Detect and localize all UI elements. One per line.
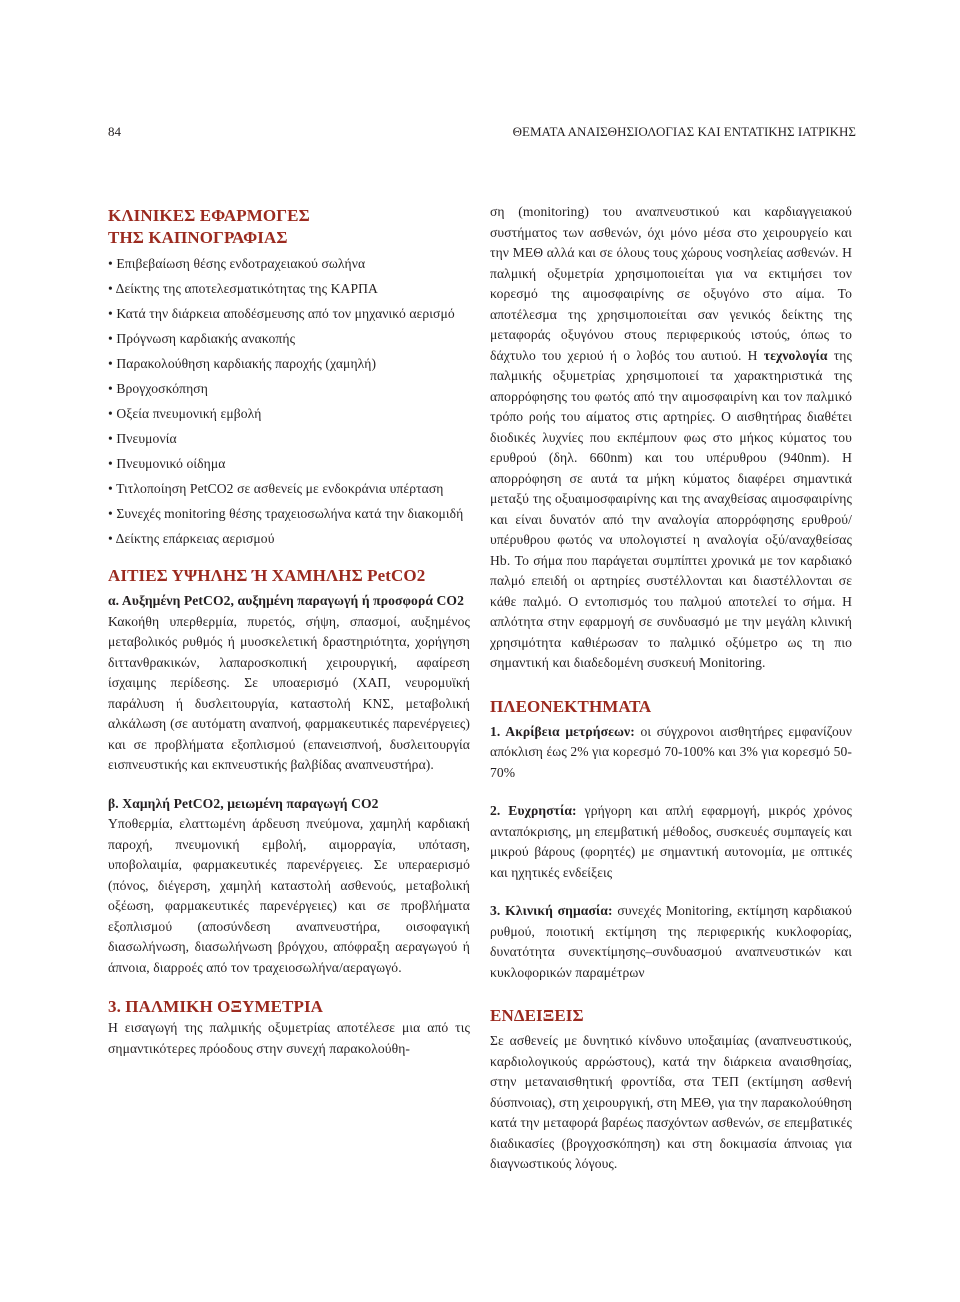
list-item: • Τιτλοποίηση PetCO2 σε ασθενείς με ενδοκράνια υπέρταση: [108, 476, 470, 501]
oximetry-intro-text: Η εισαγωγή της παλμικής οξυμετρίας αποτέλεσε μια από τις σημαντικότερες πρόοδους στην συνεχή παρακολούθη-: [108, 1020, 470, 1056]
right-column: [490, 202, 852, 1175]
technology-term: τεχνολογία: [763, 347, 828, 363]
list-item: • Πνευμονικό οίδημα: [108, 451, 470, 476]
list-item: • Οξεία πνευμονική εμβολή: [108, 401, 470, 426]
high-petco2-subheading: α. Αυξημένη PetCO2, αυξημένη παραγωγή ή προσφορά CO2: [108, 593, 464, 608]
list-item: • Πνευμονία: [108, 426, 470, 451]
high-petco2-text: Κακοήθη υπερθερμία, πυρετός, σήψη, σπασμοί, αυξημένος μεταβολικός ρυθμός ή μυοσκελετική δραστηριότητα, χορήγηση διττανθρακικών, λαπαροσκοπική χειρουργική, αφαίρεση ίσχαιμης περίδεσης. Σε υποαερισμό (ΧΑΠ, νευρομυϊκή παράλυση ή δυσλειτουργία, καταστολή ΚΝΣ, μεταβολική αλκάλωση (σε αυτόματη αναπνοή, φαρμακευτικές παρενέργειες) και σε προβλήματα εξοπλισμού (επανεισπνοή, δυσλειτουργία εισπνευστικής και εκπνευστικής βαλβίδας αναπνευστήρα).: [108, 613, 470, 772]
low-petco2-text: Υποθερμία, ελαττωμένη άρδευση πνεύμονα, χαμηλή καρδιακή παροχή, πνευμονική εμβολή, αιμορραγία, υπόταση, υποβολαιμία, φαρμακευτικές παρενέργειες. Σε υπεραερισμό (πόνος, διέγερση, χαμηλή καταστολή ασθενούς, μεταβολική οξέωση, φαρμακευτικές παρενέργειες) και σε προβλήματα εξοπλισμού (αποσύνδεση αναπνευστήρα, οισοφαγική διασωλήνωση, διασωλήνωση βρόγχου, απόφραξη αεραγωγού ή άπνοια, διαρροές από τον τραχειοσωλήνα/αεραγωγό.: [108, 816, 470, 975]
list-item: • Παρακολούθηση καρδιακής παροχής (χαμηλή): [108, 351, 470, 376]
list-item: • Πρόγνωση καρδιακής ανακοπής: [108, 326, 470, 351]
oximetry-continued-text: ση (monitoring) του αναπνευστικού και καρδιαγγειακού συστήματος των ασθενών, όχι μόνο μέσα στο χειρουργείο και την ΜΕΘ αλλά και σε όλους τους χώρους νοσηλείας ασθενών. Η παλμική οξυμετρία χρησιμοποιείται για να εκτιμήσει τον κορεσμό της αιμοσφαιρίνης σε οξυγόνο στο αίμα. Το αποτέλεσμα της χρησιμοποιείται σαν γενικός δείκτης της μεταφοράς οξυγόνου στους περιφερικούς ιστούς, όπως το δάχτυλο του χεριού ή ο λοβός του αυτιού. Η τεχνολογία της παλμικής οξυμετρίας χρησιμοποιεί τα χαρακτηριστικά της απορρόφησης του φωτός από την αιμοσφαιρίνη και τον παλμικό τρόπο ροής του αίματος στις αρτηρίες. Ο αισθητήρας διαθέτει διοδικές λυχνίες που εκπέμπουν φως στο μήκος κύματος του ερυθρού (δηλ. 660nm) και του υπέρυθρου (940nm). Η απορρόφηση σε αυτά τα μήκη κύματος διαφέρει σημαντικά μεταξύ της οξυαιμοσφαιρίνης και της αναχθείσας αιμοσφαιρίνης και είναι δυνατόν από την αναλογία απορρόφησης ερυθρού/υπέρυθρου φωτός να υπολογιστεί η αναλογία οξύ/αναχθείσας Hb. Το σήμα που παράγεται συμπίπτει χρονικά με τον καρδιακό παλμό επειδή οι αρτηρίες συστέλλονται και διαστέλλονται σε κάθε παλμό. Ο εντοπισμός του παλμού αποτελεί το σήμα. Η απλότητα στην εφαρμογή σε συνδυασμό με την μεγάλη κλινική χρησιμότητα καθιέρωσαν το παλμικό οξύμετρο ως τη πιο σημαντική και διαδεδομένη συσκευή Monitoring.: [490, 204, 852, 670]
list-item: • Δείκτης της αποτελεσματικότητας της ΚΑΡΠΑ: [108, 276, 470, 301]
left-column: [108, 205, 470, 1059]
clinical-applications-heading: ΚΛΙΝΙΚΕΣ ΕΦΑΡΜΟΓΕΣ ΤΗΣ ΚΑΠΝΟΓΡΑΦΙΑΣ: [108, 206, 310, 247]
page-number: 84: [108, 124, 121, 139]
advantage-3: 3. Κλινική σημασία: συνεχές Monitoring, εκτίμηση καρδιακού ρυθμού, ποιοτική εκτίμηση της περιφερικής κυκλοφορίας, δυνατότητα συνεκτίμησης–συνδυασμού αναπνευστικών και κυκλοφορικών παραμέτρων: [490, 903, 852, 980]
applications-list: [108, 251, 470, 551]
advantages-heading: ΠΛΕΟΝΕΚΤΗΜΑΤΑ: [490, 696, 652, 716]
indications-text: Σε ασθενείς με δυνητικό κίνδυνο υποξαιμίας (αναπνευστικούς, καρδιολογικούς αρρώστους), κατά την διάρκεια αναισθησίας, στην μεταναισθητική φροντίδα, στα ΤΕΠ (εκτίμηση ασθενή δύσπνοιας), στη χειρουργική, στη ΜΕΘ, για την παρακολούθηση κατά την μεταφορά βαρέως πασχόντων ασθενών, σε επεμβατικές διαδικασίες (βρογχοσκόπηση) και στη δοκιμασία άπνοιας για διαγνωστικούς λόγους.: [490, 1033, 852, 1171]
list-item: • Δείκτης επάρκειας αερισμού: [108, 526, 470, 551]
list-item: • Επιβεβαίωση θέσης ενδοτραχειακού σωλήνα: [108, 251, 470, 276]
indications-heading: ΕΝΔΕΙΞΕΙΣ: [490, 1006, 584, 1025]
list-item: • Βρογχοσκόπηση: [108, 376, 470, 401]
list-item: • Συνεχές monitoring θέσης τραχειοσωλήνα κατά την διακομιδή: [108, 501, 470, 526]
causes-heading: ΑΙΤΙΕΣ ΥΨΗΛΗΣ Ή ΧΑΜΗΛΗΣ PetCO2: [108, 566, 426, 585]
list-item: • Κατά την διάρκεια αποδέσμευσης από τον μηχανικό αερισμό: [108, 301, 470, 326]
page-header: [108, 124, 856, 140]
low-petco2-subheading: β. Χαμηλή PetCO2, μειωμένη παραγωγή CO2: [108, 795, 379, 811]
oximetry-heading: 3. ΠΑΛΜΙΚΗ ΟΞΥΜΕΤΡΙΑ: [108, 997, 324, 1016]
advantage-1: 1. Ακρίβεια μετρήσεων: οι σύγχρονοι αισθητήρες εμφανίζουν απόκλιση έως 2% για κορεσμό 70-100% και 3% για κορεσμό 50-70%: [490, 723, 852, 780]
advantage-2: 2. Ευχρηστία: γρήγορη και απλή εφαρμογή, μικρός χρόνος ανταπόκρισης, μη επεμβατική μέθοδος, συσκευές συμπαγείς και μικρού βάρους (φορητές) με σημαντική αυτονομία, με οπτικές και ηχητικές ενδείξεις: [490, 803, 853, 880]
running-title: ΘΕΜΑΤΑ ΑΝΑΙΣΘΗΣΙΟΛΟΓΙΑΣ ΚΑΙ ΕΝΤΑΤΙΚΗΣ ΙΑΤΡΙΚΗΣ: [512, 124, 856, 139]
